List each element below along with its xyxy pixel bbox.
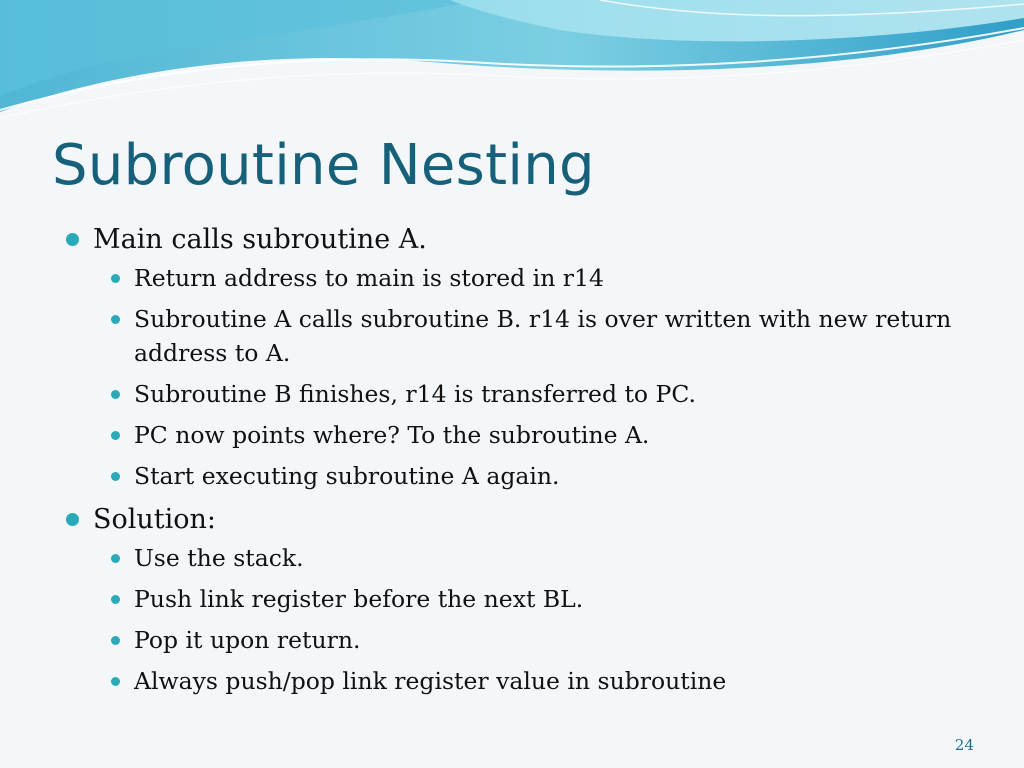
sub-bullet-dot-icon [111, 274, 120, 283]
sub-bullet-text: Start executing subroutine A again. [134, 462, 560, 490]
sub-bullet-list [93, 261, 960, 493]
sub-bullet-dot-icon [111, 636, 120, 645]
sub-bullet-item [93, 582, 960, 616]
sub-bullet-dot-icon [111, 554, 120, 563]
sub-bullet-item [93, 377, 960, 411]
sub-bullet-item [93, 302, 960, 370]
sub-bullet-dot-icon [111, 315, 120, 324]
bullet-text: Solution: [93, 504, 217, 535]
sub-bullet-text: PC now points where? To the subroutine A. [134, 421, 650, 449]
sub-bullet-text: Pop it upon return. [134, 626, 361, 654]
sub-bullet-item [93, 623, 960, 657]
bullet-text: Main calls subroutine A. [93, 224, 427, 255]
sub-bullet-text: Subroutine B finishes, r14 is transferred to PC. [134, 380, 696, 408]
page-number: 24 [954, 736, 974, 754]
sub-bullet-text: Return address to main is stored in r14 [134, 264, 604, 292]
sub-bullet-text: Push link register before the next BL. [134, 585, 584, 613]
sub-bullet-list [93, 541, 960, 698]
sub-bullet-dot-icon [111, 472, 120, 481]
sub-bullet-item [93, 459, 960, 493]
bullet-dot-icon [66, 513, 79, 526]
sub-bullet-dot-icon [111, 595, 120, 604]
sub-bullet-text: Subroutine A calls subroutine B. r14 is over written with new return address to A. [134, 305, 952, 367]
bullet-item [60, 220, 960, 493]
sub-bullet-item [93, 664, 960, 698]
sub-bullet-item [93, 541, 960, 575]
bullet-item [60, 500, 960, 698]
bullet-dot-icon [66, 233, 79, 246]
sub-bullet-dot-icon [111, 431, 120, 440]
header-wave-decoration [0, 0, 1024, 130]
sub-bullet-text: Use the stack. [134, 544, 304, 572]
sub-bullet-text: Always push/pop link register value in subroutine [134, 667, 727, 695]
sub-bullet-dot-icon [111, 677, 120, 686]
sub-bullet-item [93, 261, 960, 295]
bullet-list [60, 220, 960, 705]
sub-bullet-dot-icon [111, 390, 120, 399]
slide-title: Subroutine Nesting [52, 133, 595, 198]
sub-bullet-item [93, 418, 960, 452]
